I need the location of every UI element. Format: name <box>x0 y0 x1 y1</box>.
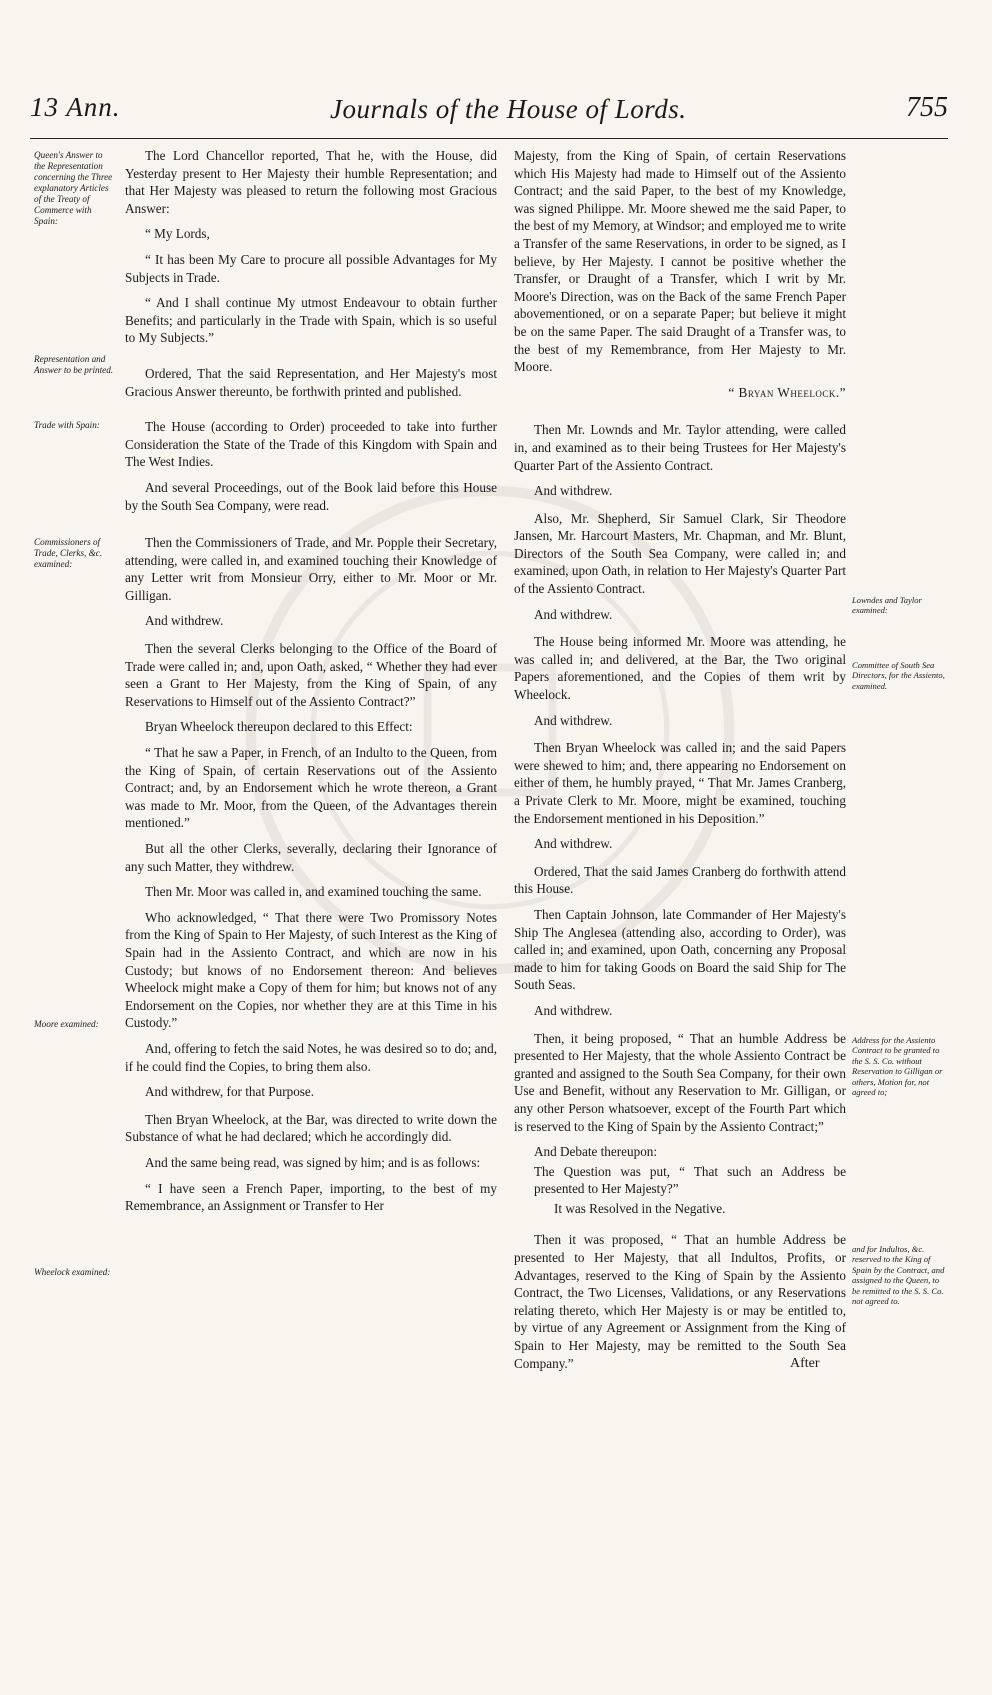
paragraph: Then Bryan Wheelock, at the Bar, was directed to write down the Substance of what he had declared; which he accordingly did. <box>125 1111 497 1145</box>
paragraph: Ordered, That the said Representation, and Her Majesty's most Gracious Answer thereunto, be forthwith printed and published. <box>125 365 497 399</box>
catchword: After <box>790 1356 820 1371</box>
margin-note: Address for the Assiento Contract to be granted to the S. S. Co. without Reservation to Gilligan or others, Motion for, not agreed to; <box>852 1035 943 1098</box>
margin-note: Moore examined: <box>34 1019 99 1029</box>
paragraph: Then it was proposed, “ That an humble Address be presented to Her Majesty, that all Indultos, Profits, or Advantages, reserved to the King of Spain by the Assiento Contract, the Two Licenses, Validations, or any Reservations relating thereto, which Her Majesty is or may be entitled to, by virtue of any Agreement or Assignment from the King of Spain to Her Majesty, may be remitted to the South Sea Company.” <box>514 1232 846 1371</box>
paragraph: Then the Commissioners of Trade, and Mr. Popple their Secretary, attending, were called in, and examined touching their Knowledge of any Letter writ from Monsieur Orry, either to Mr. Moor or Mr. Gilligan. <box>125 535 497 603</box>
margin-note: Wheelock examined: <box>34 1267 111 1277</box>
paragraph: And withdrew. <box>145 613 224 629</box>
right-column <box>514 147 846 1380</box>
paragraph: The House (according to Order) proceeded to take into further Consideration the State of the Trade of this Kingdom with Spain and The West Indies. <box>125 419 497 470</box>
margin-note: Representation and Answer to be printed. <box>34 354 114 375</box>
paragraph: And withdrew. <box>534 483 613 499</box>
margin-note: Lowndes and Taylor examined: <box>852 595 922 616</box>
paragraph: Ordered, That the said James Cranberg do forthwith attend this House. <box>514 863 846 897</box>
paragraph: Then Bryan Wheelock was called in; and the said Papers were shewed to him; and, there appearing no Endorsement on either of them, he humbly prayed, “ That Mr. James Cranberg, a Private Clerk to Mr. Moore, might be examined, touching the Endorsement mentioned in his Deposition.” <box>514 740 846 826</box>
paragraph: And withdrew. <box>534 1002 613 1018</box>
paragraph: Majesty, from the King of Spain, of certain Reservations which His Majesty had made to Himself out of the Assiento Contract; and the said Paper, to the best of my Knowledge, was signed Philippe. Mr. Moore shewed me the said Paper, to the best of my Memory, at Windsor; and employed me to write a Transfer of the same Reservations, in order to be signed, as I believe, by Her Majesty. I cannot be positive whether the Transfer, or Draught of a Transfer, which I writ by Mr. Moore's Direction, was on the Back of the same French Paper abovementioned, or on a separate Paper; but believe it might be on the same Paper. The said Draught of a Transfer was, to the best of my Remembrance, from Her Majesty to Mr. Moore. <box>514 148 846 375</box>
paragraph: And Debate thereupon: <box>534 1144 658 1160</box>
paragraph: Then Mr. Lownds and Mr. Taylor attending, were called in, and examined as to their being Trustees for Her Majesty's Quarter Part of the Assiento Contract. <box>514 422 846 473</box>
signature: “ Bryan Wheelock.” <box>728 384 846 400</box>
left-column <box>125 147 497 1223</box>
paragraph: And withdrew. <box>534 712 613 728</box>
regnal-year: 13 Ann. <box>30 92 121 122</box>
margin-note: Committee of South Sea Directors, for the Assiento, examined. <box>852 660 945 691</box>
paragraph: But all the other Clerks, severally, declaring their Ignorance of any such Matter, they withdrew. <box>125 841 497 874</box>
paragraph: The House being informed Mr. Moore was attending, he was called in; and delivered, at the Bar, the Two original Papers aforementioned, and the Copies of them writ by Wheelock. <box>514 634 846 703</box>
paragraph: “ That he saw a Paper, in French, of an Indulto to the Queen, from the King of Spain, of certain Reservations out of the Assiento Contract; and, by an Endorsement which he wrote thereon, a Grant was made to Mr. Moor, from the Queen, of the Advantages therein mentioned.” <box>125 745 497 831</box>
paragraph: Who acknowledged, “ That there were Two Promissory Notes from the King of Spain to Her Majesty, of such Interest as the King of Spain had in the Assiento Contract, and which are now in his Custody; but knows of no Endorsement thereon: And believes Wheelock might make a Copy of them for him; but knows not of any Endorsement on the Copies, nor whether they are at this Time in his Custody.” <box>125 909 497 1031</box>
paragraph: The Question was put, “ That such an Address be presented to Her Majesty?” <box>534 1163 846 1197</box>
paragraph: Then Mr. Moor was called in, and examined touching the same. <box>145 884 482 900</box>
paragraph: And withdrew. <box>534 836 613 852</box>
page-header <box>30 92 948 136</box>
journal-title: Journals of the House of Lords. <box>330 94 687 124</box>
paragraph: And several Proceedings, out of the Book laid before this House by the South Sea Company, were read. <box>125 479 497 513</box>
paragraph: It was Resolved in the Negative. <box>554 1200 726 1216</box>
header-rule <box>30 138 948 139</box>
paragraph: And withdrew, for that Purpose. <box>145 1084 315 1100</box>
margin-note: Queen's Answer to the Representation concerning the Three explanatory Articles of the Treaty of Commerce with Spain: <box>34 150 113 226</box>
paragraph: Then Captain Johnson, late Commander of Her Majesty's Ship The Anglesea (attending also, according to Order), was called in; and examined, upon Oath, concerning any Proposal made to him for taking Goods on Board the said Ship for The South Seas. <box>514 906 846 993</box>
paragraph: And the same being read, was signed by him; and is as follows: <box>145 1154 481 1170</box>
paragraph: “ I have seen a French Paper, importing, to the best of my Remembrance, an Assignment or Transfer to Her <box>125 1180 497 1214</box>
paragraph: Then, it being proposed, “ That an humble Address be presented to Her Majesty, that the whole Assiento Contract be granted and assigned to the South Sea Company, for their own Use and Benefit, without any Reservation to Mr. Gilligan, or any other Person whatsoever, except of the Fourth Part which is reserved to the King of Spain by the Assiento Contract;” <box>514 1030 846 1134</box>
margin-note: Commissioners of Trade, Clerks, &c. examined: <box>34 537 103 569</box>
page-number: 755 <box>906 92 948 123</box>
paragraph: “ And I shall continue My utmost Endeavour to obtain further Benefits; and particularly in the Trade with Spain, which is so useful to My Subjects.” <box>125 295 497 346</box>
paragraph: Also, Mr. Shepherd, Sir Samuel Clark, Sir Theodore Jansen, Mr. Harcourt Masters, Mr. Chapman, and Mr. Blunt, Directors of the South Sea Company, were called in; and examined, upon Oath, in relation to Her Majesty's Quarter Part of the Assiento Contract. <box>514 510 846 597</box>
paragraph: The Lord Chancellor reported, That he, with the House, did Yesterday present to Her Majesty their humble Representation; and that Her Majesty was pleased to return the following most Gracious Answer: <box>125 148 497 216</box>
paragraph: “ My Lords, <box>145 226 210 242</box>
margin-note: and for Indultos, &c. reserved to the King of Spain by the Contract, and assigned to the Queen, to be remitted to the S. S. Co. not agreed to. <box>852 1244 945 1307</box>
paragraph: And, offering to fetch the said Notes, he was desired so to do; and, if he could find the Copies, to bring them also. <box>125 1040 497 1074</box>
paragraph: Then the several Clerks belonging to the Office of the Board of Trade were called in; and, upon Oath, asked, “ Whether they had ever seen a Grant to Her Majesty, from the King of Spain, of any Reservations to Himself out of the Assiento Contract?” <box>125 641 497 709</box>
paragraph: And withdrew. <box>534 606 613 622</box>
margin-note: Trade with Spain: <box>34 420 100 430</box>
paragraph: Bryan Wheelock thereupon declared to this Effect: <box>145 719 413 735</box>
paragraph: “ It has been My Care to procure all possible Advantages for My Subjects in Trade. <box>125 251 497 285</box>
